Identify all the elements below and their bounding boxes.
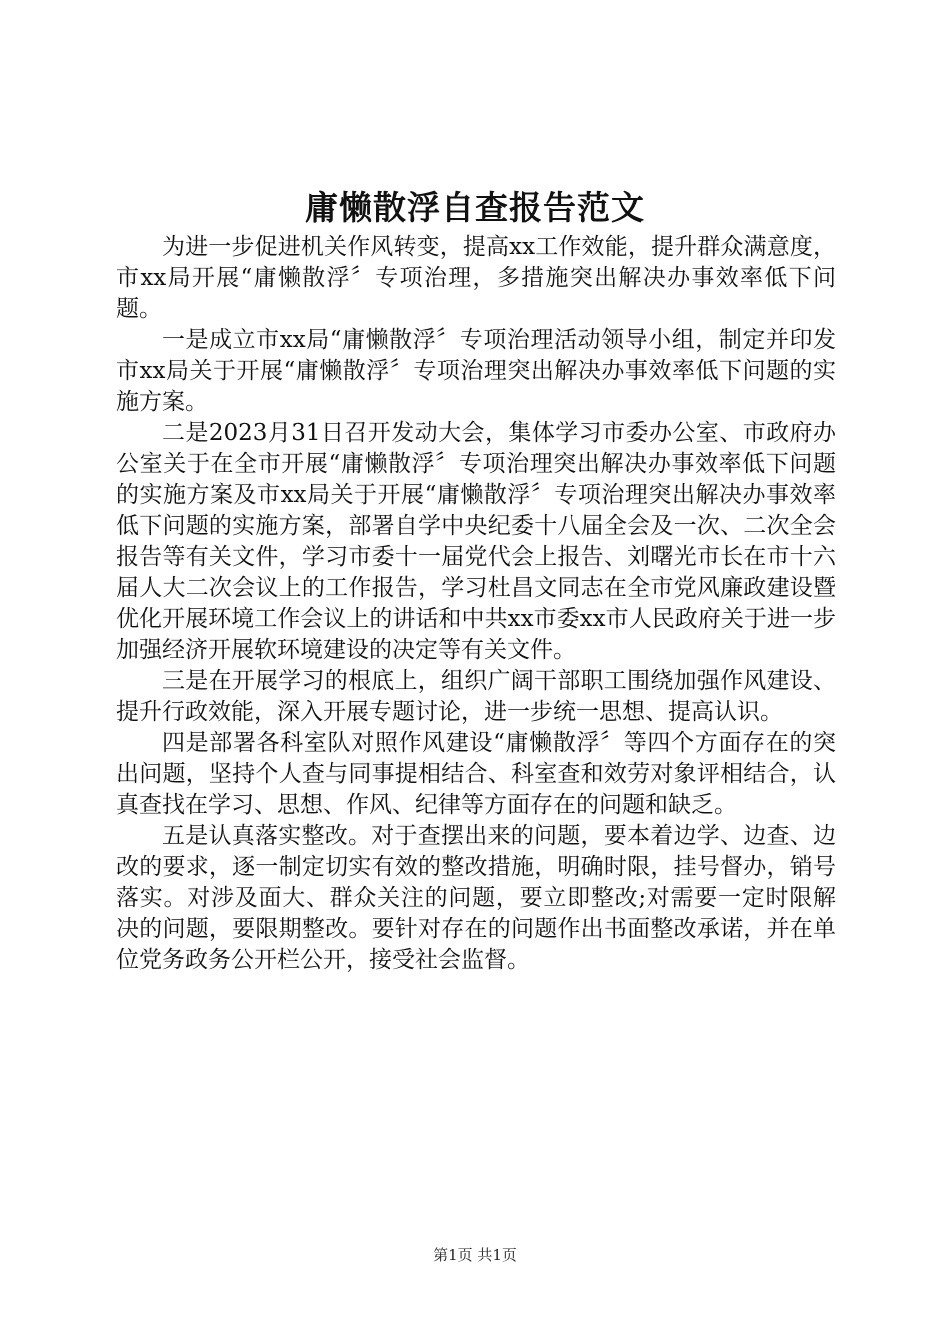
paragraph-third: 三是在开展学习的根底上，组织广阔干部职工围绕加强作风建设、提升行政效能，深入开展专题讨论，进一步统一思想、提高认识。 [116,668,836,725]
document-title: 庸懒散浮自查报告范文 [305,188,645,227]
paragraph-intro: 为进一步促进机关作风转变，提高xx工作效能，提升群众满意度，市xx局开展“庸懒散浮〞专项治理，多措施突出解决办事效率低下问题。 [116,234,836,322]
paragraph-fifth: 五是认真落实整改。对于查摆出来的问题，要本着边学、边查、边改的要求，逐一制定切实有效的整改措施，明确时限，挂号督办，销号落实。对涉及面大、群众关注的问题，要立即整改;对需要一定时限解决的问题，要限期整改。要针对存在的问题作出书面整改承诺，并在单位党务政务公开栏公开，接受社会监督。 [116,823,836,973]
paragraph-second: 二是2023月31日召开发动大会，集体学习市委办公室、市政府办公室关于在全市开展“庸懒散浮〞专项治理突出解决办事效率低下问题的实施方案及市xx局关于开展“庸懒散浮〞专项治理突出解决办事效率低下问题的实施方案，部署自学中央纪委十八届全会及一次、二次全会报告等有关文件，学习市委十一届党代会上报告、刘曙光市长在市十六届人大二次会议上的工作报告，学习杜昌文同志在全市党风廉政建设暨优化开展环境工作会议上的讲话和中共xx市委xx市人民政府关于进一步加强经济开展软环境建设的决定等有关文件。 [116,420,836,663]
page-footer: 第1页 共1页 [433,1246,517,1264]
document-body [116,232,836,976]
paragraph-first: 一是成立市xx局“庸懒散浮〞专项治理活动领导小组，制定并印发市xx局关于开展“庸懒散浮〞专项治理突出解决办事效率低下问题的实施方案。 [116,327,836,415]
paragraph-fourth: 四是部署各科室队对照作风建设“庸懒散浮〞等四个方面存在的突出问题，坚持个人查与同事提相结合、科室查和效劳对象评相结合，认真查找在学习、思想、作风、纪律等方面存在的问题和缺乏。 [116,730,836,818]
